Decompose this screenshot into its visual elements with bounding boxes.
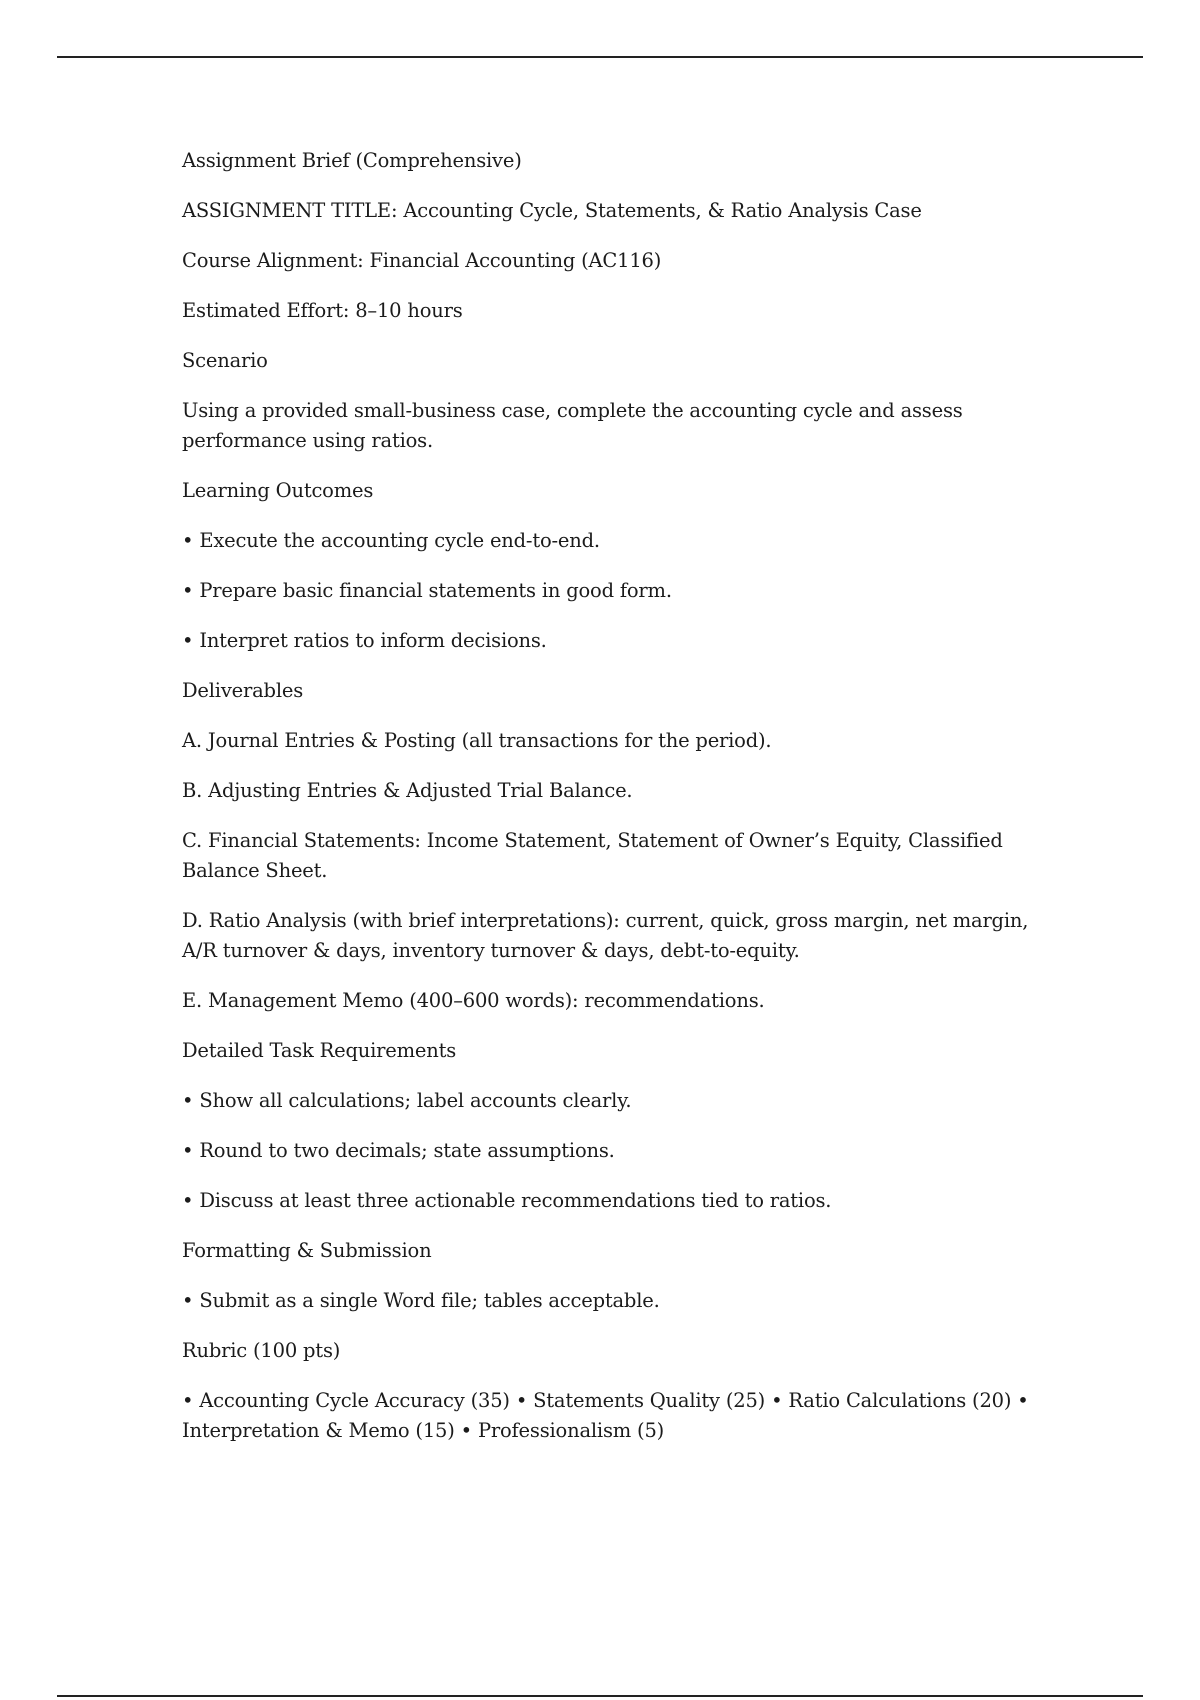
requirement-item: • Discuss at least three actionable recommendations tied to ratios. — [182, 1186, 1062, 1216]
requirements-heading: Detailed Task Requirements — [182, 1039, 457, 1062]
deliverables-heading: Deliverables — [182, 679, 304, 702]
formatting-heading: Formatting & Submission — [182, 1239, 432, 1262]
deliverable-item: A. Journal Entries & Posting (all transactions for the period). — [182, 729, 772, 752]
learning-outcome-item: • Prepare basic financial statements in good form. — [182, 576, 1062, 606]
course-alignment: Course Alignment: Financial Accounting (AC116) — [182, 249, 662, 272]
learning-outcome-item: • Interpret ratios to inform decisions. — [182, 626, 1062, 656]
document-heading: Assignment Brief (Comprehensive) — [182, 149, 522, 172]
estimated-effort: Estimated Effort: 8–10 hours — [182, 299, 463, 322]
header-rule — [57, 56, 1143, 58]
rubric-heading: Rubric (100 pts) — [182, 1339, 341, 1362]
rubric-text: • Accounting Cycle Accuracy (35) • Statements Quality (25) • Ratio Calculations (20) • Interpretation & Memo (15) • Professionalism (5) — [182, 1389, 1029, 1442]
deliverable-item: B. Adjusting Entries & Adjusted Trial Balance. — [182, 779, 633, 802]
document-body — [182, 146, 1062, 1466]
formatting-item: • Submit as a single Word file; tables acceptable. — [182, 1286, 1062, 1316]
deliverable-item: E. Management Memo (400–600 words): recommendations. — [182, 989, 765, 1012]
scenario-heading: Scenario — [182, 349, 268, 372]
learning-outcomes-heading: Learning Outcomes — [182, 479, 374, 502]
learning-outcome-item: • Execute the accounting cycle end-to-end. — [182, 526, 1062, 556]
assignment-title: ASSIGNMENT TITLE: Accounting Cycle, Statements, & Ratio Analysis Case — [182, 199, 922, 222]
scenario-text: Using a provided small-business case, complete the accounting cycle and assess performance using ratios. — [182, 399, 963, 452]
requirement-item: • Round to two decimals; state assumptions. — [182, 1136, 1062, 1166]
deliverable-item: C. Financial Statements: Income Statement, Statement of Owner’s Equity, Classified Balance Sheet. — [182, 829, 1003, 882]
requirement-item: • Show all calculations; label accounts clearly. — [182, 1086, 1062, 1116]
deliverable-item: D. Ratio Analysis (with brief interpretations): current, quick, gross margin, net margin, A/R turnover & days, inventory turnover & days, debt-to-equity. — [182, 909, 1029, 962]
footer-rule — [57, 1695, 1143, 1697]
